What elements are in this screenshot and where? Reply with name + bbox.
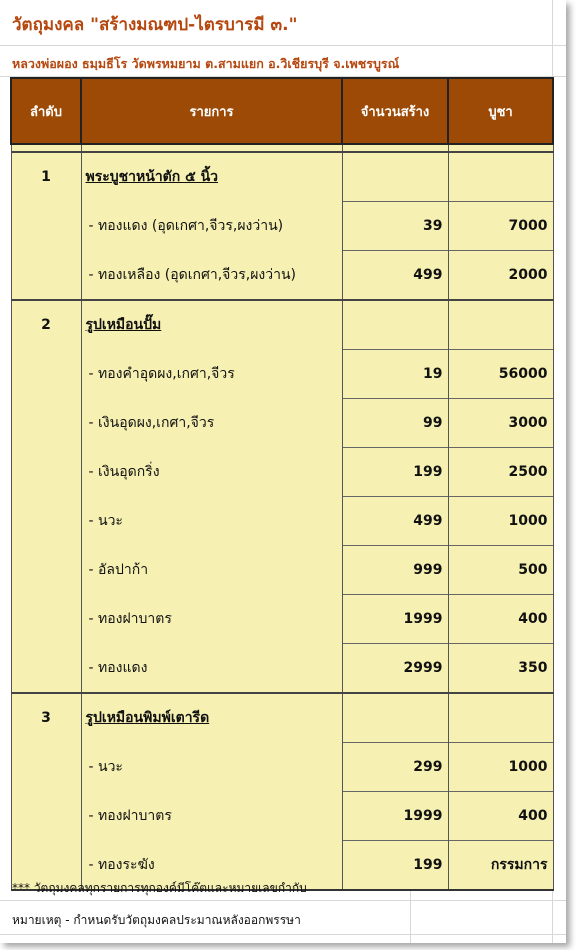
group-index: 1 bbox=[11, 152, 81, 300]
header-quantity: จำนวนสร้าง bbox=[342, 78, 448, 144]
item-quantity: 499 bbox=[342, 497, 448, 546]
item-price: 1000 bbox=[448, 497, 553, 546]
item-quantity: 39 bbox=[342, 202, 448, 251]
item-label: - ทองระฆัง bbox=[81, 841, 342, 891]
item-quantity: 1999 bbox=[342, 792, 448, 841]
group-row bbox=[11, 693, 553, 743]
table-header-row bbox=[11, 78, 553, 144]
item-label: - ทองเหลือง (อุดเกศา,จีวร,ผงว่าน) bbox=[81, 251, 342, 301]
table-row bbox=[11, 399, 553, 448]
table-row bbox=[11, 350, 553, 399]
group-index: 3 bbox=[11, 693, 81, 890]
item-price: 500 bbox=[448, 546, 553, 595]
table-row bbox=[11, 251, 553, 301]
sheet-gridline bbox=[0, 900, 566, 901]
header-index: ลำดับ bbox=[11, 78, 81, 144]
table-row bbox=[11, 595, 553, 644]
item-label: - อัลปาก้า bbox=[81, 546, 342, 595]
item-price: 7000 bbox=[448, 202, 553, 251]
item-quantity: 99 bbox=[342, 399, 448, 448]
item-label: - ทองแดง (อุดเกศา,จีวร,ผงว่าน) bbox=[81, 202, 342, 251]
item-quantity: 499 bbox=[342, 251, 448, 301]
table-row bbox=[11, 202, 553, 251]
item-quantity: 1999 bbox=[342, 595, 448, 644]
item-price: กรรมการ bbox=[448, 841, 553, 891]
item-price: 2500 bbox=[448, 448, 553, 497]
group-row bbox=[11, 152, 553, 202]
group-row bbox=[11, 300, 553, 350]
page-subtitle: หลวงพ่อผอง ธมฺมธีโร วัดพรหมยาม ต.สามแยก อ.วิเชียรบุรี จ.เพชรบูรณ์ bbox=[12, 56, 400, 71]
header-item: รายการ bbox=[81, 78, 342, 144]
item-label: - ทองแดง bbox=[81, 644, 342, 694]
price-table bbox=[10, 77, 554, 891]
item-price: 2000 bbox=[448, 251, 553, 301]
sheet-gridline bbox=[0, 45, 566, 46]
group-name: รูปเหมือนพิมพ์เตารีด bbox=[81, 693, 342, 743]
item-quantity: 299 bbox=[342, 743, 448, 792]
item-price: 3000 bbox=[448, 399, 553, 448]
note-pickup-time: หมายเหตุ - กำหนดรับวัตถุมงคลประมาณหลังออกพรรษา bbox=[12, 913, 301, 927]
item-label: - ทองฝาบาตร bbox=[81, 595, 342, 644]
item-quantity: 199 bbox=[342, 841, 448, 891]
table-row bbox=[11, 448, 553, 497]
item-label: - เงินอุดผง,เกศา,จีวร bbox=[81, 399, 342, 448]
item-quantity: 999 bbox=[342, 546, 448, 595]
note-serial-codes: *** วัตถุมงคลทุกรายการทุกองค์มีโค๊ตและหมายเลขกำกับ bbox=[12, 881, 307, 895]
item-label: - ทองฝาบาตร bbox=[81, 792, 342, 841]
item-label: - เงินอุดกริ่ง bbox=[81, 448, 342, 497]
item-quantity: 199 bbox=[342, 448, 448, 497]
page-title: วัตถุมงคล "สร้างมณฑป-ไตรบารมี ๓." bbox=[12, 15, 298, 35]
item-price: 400 bbox=[448, 595, 553, 644]
table-row bbox=[11, 792, 553, 841]
table-row bbox=[11, 497, 553, 546]
table-row bbox=[11, 644, 553, 694]
table-row bbox=[11, 743, 553, 792]
item-price: 1000 bbox=[448, 743, 553, 792]
item-label: - นวะ bbox=[81, 743, 342, 792]
item-label: - นวะ bbox=[81, 497, 342, 546]
item-price: 350 bbox=[448, 644, 553, 694]
item-price: 400 bbox=[448, 792, 553, 841]
item-quantity: 2999 bbox=[342, 644, 448, 694]
item-price: 56000 bbox=[448, 350, 553, 399]
sheet-gridline bbox=[0, 934, 566, 935]
header-price: บูชา bbox=[448, 78, 553, 144]
item-quantity: 19 bbox=[342, 350, 448, 399]
item-label: - ทองคำอุดผง,เกศา,จีวร bbox=[81, 350, 342, 399]
group-name: รูปเหมือนปั๊ม bbox=[81, 300, 342, 350]
spacer-row bbox=[11, 144, 553, 152]
group-name: พระบูชาหน้าตัก ๕ นิ้ว bbox=[81, 152, 342, 202]
group-index: 2 bbox=[11, 300, 81, 693]
table-row bbox=[11, 546, 553, 595]
